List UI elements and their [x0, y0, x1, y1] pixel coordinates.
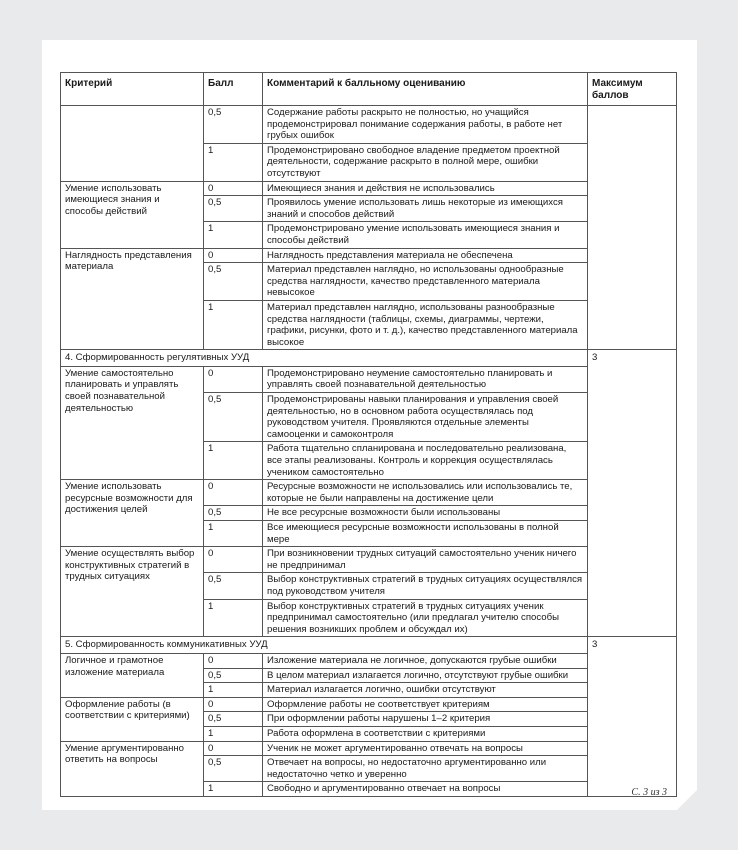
section-title: 5. Сформированность коммуникативных УУД	[61, 637, 588, 654]
comment-cell: Все имеющиеся ресурсные возможности использованы в полной мере	[263, 521, 588, 547]
score-cell: 0	[204, 366, 263, 392]
header-comment: Комментарий к балльному оцениванию	[263, 73, 588, 106]
criterion-cell: Умение осуществлять выбор конструктивных стратегий в трудных ситуациях	[61, 547, 204, 637]
comment-cell: Материал излагается логично, ошибки отсутствуют	[263, 683, 588, 698]
comment-cell: Продемонстрированы навыки планирования и управления своей деятельностью, но в основном работа осуществлялась под руководством учителя. Проявляются отдельные элементы самооценки и самоконтроля	[263, 393, 588, 442]
score-cell: 1	[204, 782, 263, 797]
header-max: Максимум баллов	[588, 73, 677, 106]
table-row	[61, 547, 677, 573]
section-title: 4. Сформированность регулятивных УУД	[61, 350, 588, 367]
comment-cell: Выбор конструктивных стратегий в трудных ситуациях осуществлялся под руководством учителя	[263, 573, 588, 599]
score-cell: 0	[204, 697, 263, 712]
score-cell: 0,5	[204, 263, 263, 301]
comment-cell: Материал представлен наглядно, но использованы однообразные средства наглядности, качество представленного материала невысокое	[263, 263, 588, 301]
score-cell: 1	[204, 521, 263, 547]
score-cell: 0,5	[204, 573, 263, 599]
max-cell: 3	[588, 350, 677, 637]
criterion-cell: Логичное и грамотное изложение материала	[61, 653, 204, 697]
comment-cell: В целом материал излагается логично, отсутствуют грубые ошибки	[263, 668, 588, 683]
score-cell: 0,5	[204, 196, 263, 222]
max-cell: 3	[588, 637, 677, 797]
comment-cell: Проявилось умение использовать лишь некоторые из имеющихся знаний и способов действий	[263, 196, 588, 222]
comment-cell: Ученик не может аргументированно отвечать на вопросы	[263, 741, 588, 756]
score-cell: 0,5	[204, 712, 263, 727]
comment-cell: Ресурсные возможности не использовались или использовались те, которые не были направлены на достижение цели	[263, 480, 588, 506]
table-row	[61, 741, 677, 756]
score-cell: 1	[204, 683, 263, 698]
score-cell: 0,5	[204, 756, 263, 782]
comment-cell: Продемонстрировано свободное владение предметом проектной деятельности, содержание раскрыто в полной мере, ошибки отсутствуют	[263, 143, 588, 181]
table-row	[61, 181, 677, 196]
comment-cell: Работа тщательно спланирована и последовательно реализована, все этапы реализованы. Контроль и коррекция осуществлялась учеником самостоятельно	[263, 442, 588, 480]
comment-cell: Имеющиеся знания и действия не использовались	[263, 181, 588, 196]
score-cell: 0,5	[204, 668, 263, 683]
score-cell: 0	[204, 480, 263, 506]
score-cell: 0	[204, 741, 263, 756]
section-row	[61, 637, 677, 654]
criterion-cell: Наглядность представления материала	[61, 248, 204, 350]
comment-cell: Выбор конструктивных стратегий в трудных ситуациях ученик предпринимал самостоятельно (или предлагал учителю способы решения возникших проблем и обсуждал их)	[263, 599, 588, 637]
comment-cell: При оформлении работы нарушены 1–2 критерия	[263, 712, 588, 727]
criterion-cell: Умение самостоятельно планировать и управлять своей познавательной деятельностью	[61, 366, 204, 479]
criterion-cell: Оформление работы (в соответствии с критериями)	[61, 697, 204, 741]
score-cell: 0,5	[204, 393, 263, 442]
section-row	[61, 350, 677, 367]
score-cell: 1	[204, 599, 263, 637]
table-row	[61, 366, 677, 392]
comment-cell: Свободно и аргументированно отвечает на вопросы	[263, 782, 588, 797]
grading-table	[60, 72, 677, 797]
score-cell: 1	[204, 726, 263, 741]
page-number: С. 3 из 3	[631, 787, 667, 798]
score-cell: 0	[204, 653, 263, 668]
comment-cell: Изложение материала не логичное, допускаются грубые ошибки	[263, 653, 588, 668]
table-header-row	[61, 73, 677, 106]
score-cell: 0	[204, 248, 263, 263]
table-row	[61, 697, 677, 712]
table-row	[61, 248, 677, 263]
score-cell: 0	[204, 547, 263, 573]
document-page	[42, 40, 697, 810]
comment-cell: Работа оформлена в соответствии с критериями	[263, 726, 588, 741]
score-cell: 1	[204, 222, 263, 248]
comment-cell: Продемонстрировано неумение самостоятельно планировать и управлять своей познавательной деятельностью	[263, 366, 588, 392]
header-score: Балл	[204, 73, 263, 106]
criterion-cell	[61, 106, 204, 182]
criterion-cell: Умение аргументированно ответить на вопросы	[61, 741, 204, 796]
criterion-cell: Умение использовать имеющиеся знания и способы действий	[61, 181, 204, 248]
score-cell: 0	[204, 181, 263, 196]
max-cell	[588, 106, 677, 350]
comment-cell: Продемонстрировано умение использовать имеющиеся знания и способы действий	[263, 222, 588, 248]
table-row	[61, 106, 677, 144]
page-curl-corner	[677, 790, 697, 810]
header-criterion: Критерий	[61, 73, 204, 106]
comment-cell: Материал представлен наглядно, использованы разнообразные средства наглядности (таблицы, схемы, диаграммы, чертежи, графики, рисунки, фото и т. д.), качество представленного материала высокое	[263, 300, 588, 349]
criterion-cell: Умение использовать ресурсные возможности для достижения целей	[61, 480, 204, 547]
score-cell: 1	[204, 300, 263, 349]
score-cell: 1	[204, 143, 263, 181]
comment-cell: Отвечает на вопросы, но недостаточно аргументированно или недостаточно четко и уверенно	[263, 756, 588, 782]
table-row	[61, 480, 677, 506]
table-row	[61, 653, 677, 668]
score-cell: 0,5	[204, 506, 263, 521]
comment-cell: Не все ресурсные возможности были использованы	[263, 506, 588, 521]
comment-cell: При возникновении трудных ситуаций самостоятельно ученик ничего не предпринимал	[263, 547, 588, 573]
comment-cell: Содержание работы раскрыто не полностью, но учащийся продемонстрировал понимание содержания работы, в работе нет грубых ошибок	[263, 106, 588, 144]
comment-cell: Наглядность представления материала не обеспечена	[263, 248, 588, 263]
comment-cell: Оформление работы не соответствует критериям	[263, 697, 588, 712]
score-cell: 1	[204, 442, 263, 480]
score-cell: 0,5	[204, 106, 263, 144]
